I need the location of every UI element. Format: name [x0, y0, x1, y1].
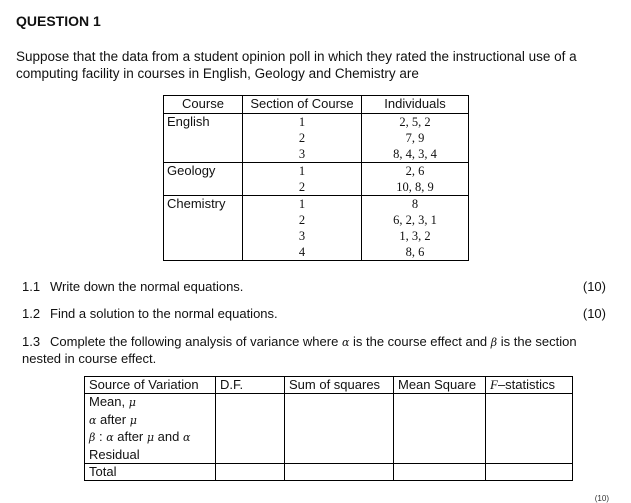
question-text: is the course effect and — [349, 334, 491, 349]
anova-f-cell — [486, 394, 573, 464]
section-value: 3 — [298, 229, 306, 243]
individuals-value: 1, 3, 2 — [399, 229, 431, 243]
section-value: 4 — [298, 245, 306, 259]
anova-header-ss: Sum of squares — [285, 377, 394, 394]
anova-total-f — [486, 464, 573, 481]
group-chemistry — [164, 196, 469, 261]
anova-total-ms — [394, 464, 486, 481]
anova-ms-cell — [394, 394, 486, 464]
anova-total-ss — [285, 464, 394, 481]
question-number: 1.2 — [22, 306, 41, 321]
question-number: 1.1 — [22, 279, 41, 294]
question-1-1-marks: (10) — [582, 279, 606, 294]
anova-header-f — [486, 377, 573, 394]
question-text: Find a solution to the normal equations. — [50, 306, 278, 321]
anova-sources — [85, 394, 216, 464]
anova-table — [84, 376, 573, 481]
anova-ss-cell — [285, 394, 394, 464]
group-english — [164, 114, 469, 163]
data-table-header — [164, 96, 469, 114]
f-label: –statistics — [497, 377, 556, 392]
course-chemistry: Chemistry — [164, 196, 243, 261]
individuals-value: 7, 9 — [405, 131, 425, 145]
anova-header — [85, 377, 573, 394]
group-geology — [164, 163, 469, 196]
individuals-value: 2, 6 — [405, 164, 425, 178]
individuals-value: 8, 4, 3, 4 — [393, 147, 437, 161]
individuals-value: 6, 2, 3, 1 — [393, 213, 437, 227]
question-text: is the section nested in course effect. — [22, 334, 577, 366]
header-section: Section of Course — [243, 96, 362, 114]
source-mean: Mean, μ — [89, 394, 136, 409]
question-intro: Suppose that the data from a student opinion poll in which they rated the instructional use of a computing facility in courses in English, Geology and Chemistry are — [16, 49, 577, 81]
individuals-geology — [362, 163, 469, 196]
source-beta-alpha: β : α after μ and α — [89, 429, 191, 444]
question-number: 1.3 — [22, 334, 41, 349]
header-individuals: Individuals — [362, 96, 469, 114]
course-geology: Geology — [164, 163, 243, 196]
section-value: 1 — [298, 197, 306, 211]
question-1-1 — [22, 279, 243, 294]
section-value: 1 — [298, 115, 306, 129]
data-table — [163, 95, 469, 261]
anova-body — [85, 394, 573, 464]
individuals-value: 8 — [411, 197, 419, 211]
alpha-symbol: α — [341, 336, 350, 349]
section-value: 1 — [298, 164, 306, 178]
individuals-chemistry — [362, 196, 469, 261]
source-residual: Residual — [89, 446, 140, 462]
section-value: 2 — [298, 131, 306, 145]
question-text: Complete the following analysis of variance where — [50, 334, 342, 349]
question-1-2 — [22, 306, 278, 321]
sections-geology — [243, 163, 362, 196]
section-value: 2 — [298, 180, 306, 194]
anova-total-df — [216, 464, 285, 481]
question-1-2-marks: (10) — [582, 306, 606, 321]
course-english: English — [164, 114, 243, 163]
anova-df-cell — [216, 394, 285, 464]
source-total: Total — [85, 464, 216, 481]
source-alpha-after-mu: α after μ — [89, 411, 137, 427]
beta-symbol: β — [490, 336, 498, 349]
individuals-value: 2, 5, 2 — [399, 115, 431, 129]
cut-off-marks: (10) — [594, 494, 609, 503]
question-text: Write down the normal equations. — [50, 279, 244, 294]
header-course: Course — [164, 96, 243, 114]
anova-total-row — [85, 464, 573, 481]
anova-header-ms: Mean Square — [394, 377, 486, 394]
section-value: 2 — [298, 213, 306, 227]
question-title: QUESTION 1 — [16, 13, 101, 29]
sections-english — [243, 114, 362, 163]
anova-header-df: D.F. — [216, 377, 285, 394]
individuals-value: 8, 6 — [405, 245, 425, 259]
question-1-3 — [22, 334, 612, 367]
individuals-english — [362, 114, 469, 163]
section-value: 3 — [298, 147, 306, 161]
f-symbol: F — [490, 377, 498, 392]
sections-chemistry — [243, 196, 362, 261]
individuals-value: 10, 8, 9 — [396, 180, 434, 194]
anova-header-source: Source of Variation — [85, 377, 216, 394]
